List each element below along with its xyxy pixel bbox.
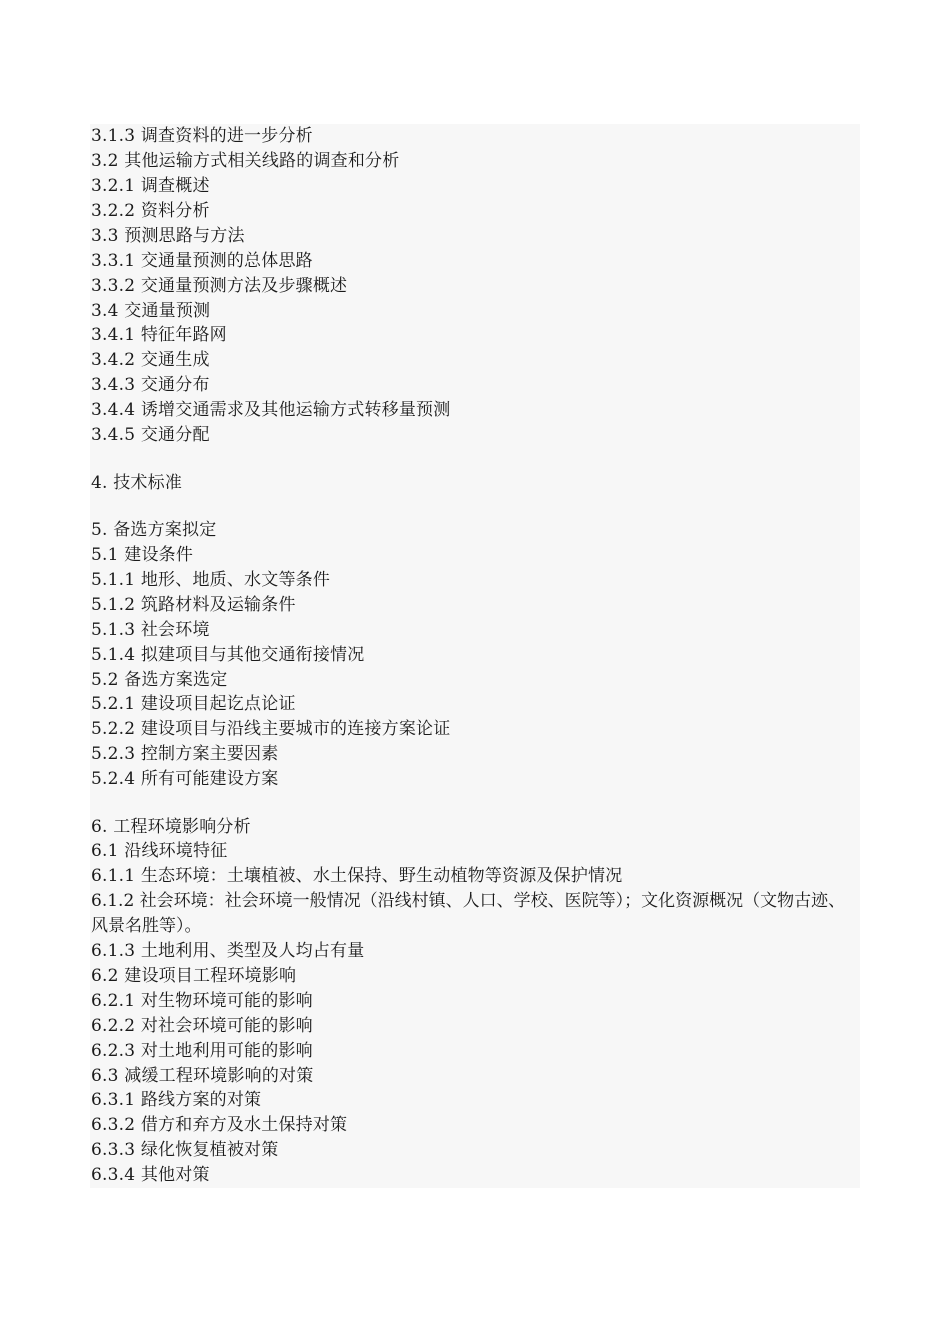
toc-line: 3.4.2 交通生成: [91, 350, 210, 370]
toc-line: 6.3 减缓工程环境影响的对策: [91, 1066, 314, 1086]
toc-line: 6.3.2 借方和弃方及水土保持对策: [91, 1115, 348, 1135]
toc-line: 5.1.1 地形、地质、水文等条件: [91, 570, 331, 590]
toc-line: 5.1 建设条件: [91, 545, 194, 565]
toc-line: 3.4.3 交通分布: [91, 375, 210, 395]
toc-line: 5.2.4 所有可能建设方案: [91, 769, 279, 789]
toc-line: 6.3.4 其他对策: [91, 1165, 210, 1185]
toc-line: 3.1.3 调查资料的进一步分析: [91, 126, 313, 146]
toc-line: 3.3.1 交通量预测的总体思路: [91, 251, 313, 271]
toc-line: 3.4.4 诱增交通需求及其他运输方式转移量预测: [91, 400, 451, 420]
toc-line: 3.4.5 交通分配: [91, 425, 210, 445]
toc-line: 6.1.1 生态环境：土壤植被、水土保持、野生动植物等资源及保护情况: [91, 866, 623, 886]
section-heading: 6. 工程环境影响分析: [91, 817, 251, 837]
toc-line: 5.1.3 社会环境: [91, 620, 210, 640]
toc-line: 3.2.1 调查概述: [91, 176, 210, 196]
toc-line: 3.3 预测思路与方法: [91, 226, 245, 246]
section-heading: 5. 备选方案拟定: [91, 520, 217, 540]
toc-line: 6.2.3 对土地利用可能的影响: [91, 1041, 313, 1061]
toc-line: 6.1 沿线环境特征: [91, 841, 228, 861]
toc-line: 3.2 其他运输方式相关线路的调查和分析: [91, 151, 400, 171]
toc-line: 6.3.1 路线方案的对策: [91, 1090, 262, 1110]
toc-line: 3.2.2 资料分析: [91, 201, 210, 221]
toc-line: 5.1.2 筑路材料及运输条件: [91, 595, 296, 615]
toc-line: 6.1.3 土地利用、类型及人均占有量: [91, 941, 365, 961]
toc-line: 6.2.2 对社会环境可能的影响: [91, 1016, 313, 1036]
section-heading: 4. 技术标准: [91, 473, 183, 493]
toc-line: 5.2.3 控制方案主要因素: [91, 744, 279, 764]
toc-line: 5.1.4 拟建项目与其他交通衔接情况: [91, 645, 365, 665]
toc-line: 6.3.3 绿化恢复植被对策: [91, 1140, 279, 1160]
toc-line-wrapped: 6.1.2 社会环境：社会环境一般情况（沿线村镇、人口、学校、医院等）；文化资源概况（文物古迹、风景名胜等）。: [91, 891, 846, 936]
toc-line: 5.2.1 建设项目起讫点论证: [91, 694, 296, 714]
toc-line: 6.2.1 对生物环境可能的影响: [91, 991, 313, 1011]
toc-line: 6.2 建设项目工程环境影响: [91, 966, 297, 986]
toc-line: 5.2.2 建设项目与沿线主要城市的连接方案论证: [91, 719, 451, 739]
toc-line: 3.4.1 特征年路网: [91, 325, 227, 345]
toc-line: 5.2 备选方案选定: [91, 670, 228, 690]
toc-line: 3.3.2 交通量预测方法及步骤概述: [91, 276, 348, 296]
toc-line: 3.4 交通量预测: [91, 301, 211, 321]
document-page: [90, 124, 860, 1188]
